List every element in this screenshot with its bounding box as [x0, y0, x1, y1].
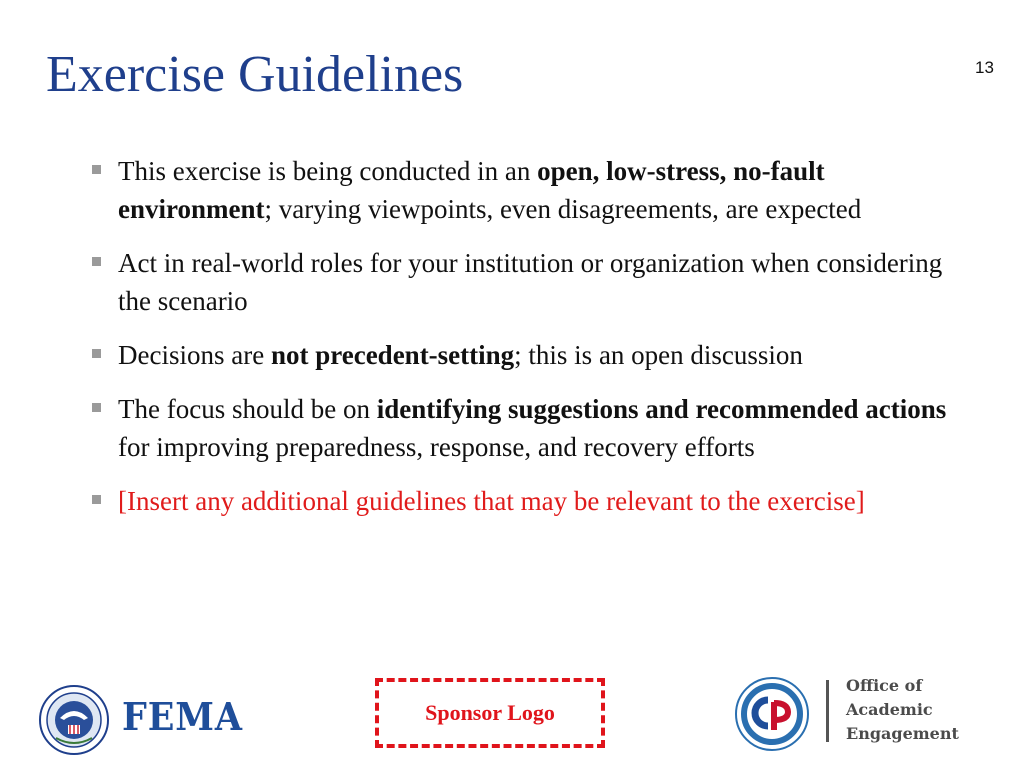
bullet-item: [92, 152, 962, 228]
sponsor-logo-placeholder: [375, 678, 605, 748]
bullet-item-placeholder: [92, 482, 962, 520]
bullet-item: [92, 390, 962, 466]
bullet-item: [92, 336, 962, 374]
page-number: 13: [975, 58, 994, 77]
page-title: Exercise Guidelines: [46, 46, 464, 103]
dhs-seal-icon: [38, 684, 110, 756]
bullet-text: The focus should be on identifying suggestions and recommended actions for improving preparedness, response, and recovery efforts: [118, 394, 947, 462]
fema-logo-text: FEMA: [122, 694, 243, 739]
bullet-text: Act in real-world roles for your institution or organization when considering the scenario: [118, 248, 943, 316]
logo-divider: [826, 680, 829, 742]
square-bullet-icon: [92, 403, 101, 412]
office-line: Engagement: [846, 724, 959, 743]
office-line: Academic: [846, 700, 933, 719]
square-bullet-icon: [92, 495, 101, 504]
sponsor-logo-label: Sponsor Logo: [425, 700, 555, 725]
square-bullet-icon: [92, 257, 101, 266]
office-line: Office of: [846, 676, 923, 695]
square-bullet-icon: [92, 349, 101, 358]
square-bullet-icon: [92, 165, 101, 174]
bullet-text: This exercise is being conducted in an open, low-stress, no-fault environment; varying viewpoints, even disagreements, are expected: [118, 156, 862, 224]
office-of-academic-engagement-label: [846, 674, 976, 746]
footer: [0, 670, 1024, 768]
bullet-list: [92, 152, 962, 536]
crp-seal-icon: [734, 676, 810, 752]
bullet-text: [Insert any additional guidelines that may be relevant to the exercise]: [118, 486, 865, 516]
bullet-item: [92, 244, 962, 320]
bullet-text: Decisions are not precedent-setting; this is an open discussion: [118, 340, 803, 370]
